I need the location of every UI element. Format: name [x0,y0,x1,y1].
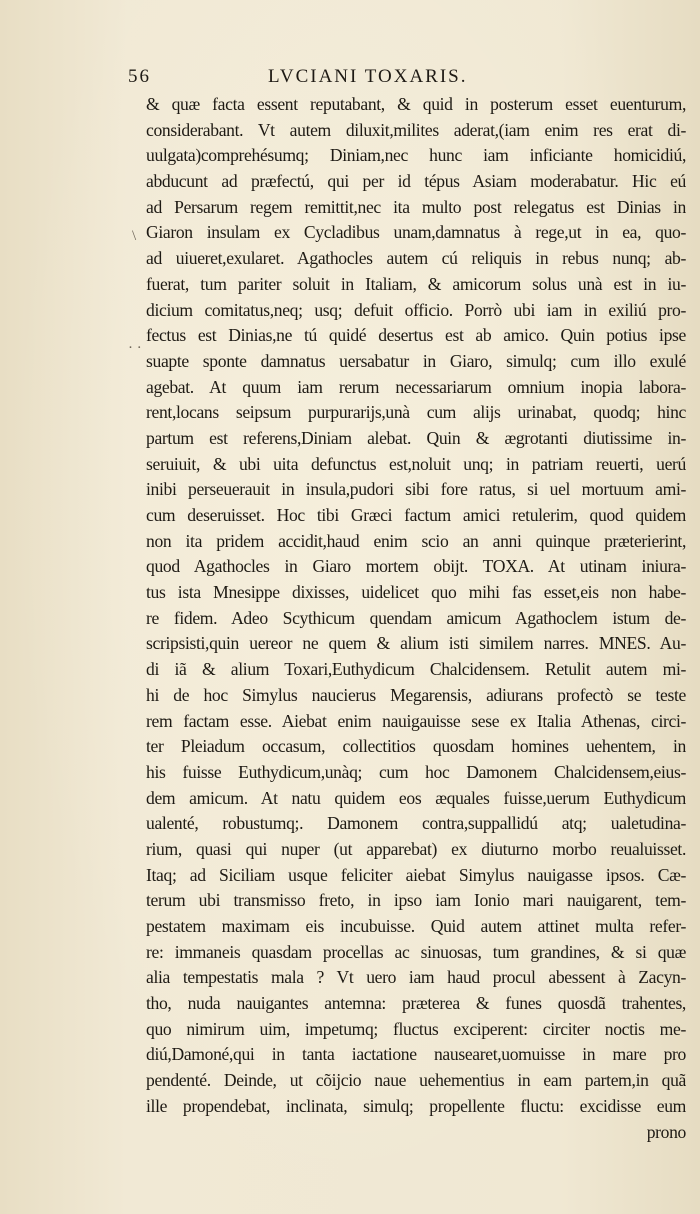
text-line: non ita pridem accidit,haud enim scio an anni quinque præterierint, [146,530,686,551]
text-line: dem amicum. At natu quidem eos æquales fuisse,uerum Euthydicum [146,787,686,808]
text-line: agebat. At quum iam rerum necessariarum omnium inopia labora- [146,376,686,397]
text-line: cum deseruisset. Hoc tibi Græci factum amici retulerim, quod quidem [146,505,686,525]
page-header [128,66,528,90]
text-line: uulgata)comprehésumq; Diniam,nec hunc iam inficiante homicidiú, [146,145,686,166]
text-line: scripsisti,quin uereor ne quem & alium isti similem narres. MNES. Au- [146,633,686,654]
text-line: rium, quasi qui nuper (ut apparebat) ex diuturno morbo reualuisset. [146,838,686,859]
text-line: dicium comitatus,neq; usq; defuit officio. Porrò ubi iam in exiliú pro- [146,299,686,320]
margin-mark: \ [132,228,137,244]
margin-mark: · · [128,340,142,356]
text-line: quo nimirum uim, impetumq; fluctus exciperent: circiter noctis me- [146,1018,686,1039]
text-line: ualenté, robustumq;. Damonem contra,suppallidú atq; ualetudina- [146,813,686,834]
text-line: terum ubi transmisso freto, in ipso iam Ionio mari nauigarent, tem- [146,890,686,911]
text-line: quod Agathocles in Giaro mortem obijt. TOXA. At utinam iniura- [146,556,686,577]
text-line: re fidem. Adeo Scythicum quendam amicum Agathoclem istum de- [146,607,686,628]
text-line: suapte sponte damnatus uersabatur in Giaro, simulq; cum illo exulé [146,350,686,371]
text-line: fectus est Dinias,ne tú quidé desertus est ab amico. Quin potius ipse [146,325,686,346]
text-line: fuerat, tum pariter soluit in Italiam, & amicorum solus unà est in iu- [146,273,686,294]
text-line: pendenté. Deinde, ut cõijcio naue uehementius in eam partem,in quã [146,1070,686,1091]
text-line: di iã & alium Toxari,Euthydicum Chalcidensem. Retulit autem mi- [146,659,686,680]
text-line: Giaron insulam ex Cycladibus unam,damnatus à rege,ut in ea, quo- [146,222,686,243]
text-line: rent,locans seipsum purpurarijs,unà cum alijs urinabat, quodq; hinc [146,402,686,423]
text-line: abducunt ad præfectú, qui per id tépus Asiam moderabatur. Hic eú [146,171,686,192]
text-line: ad Persarum regem remittit,nec ita multo post relegatus est Dinias in [146,196,686,217]
text-line: Itaq; ad Siciliam usque feliciter aiebat Simylus nauigasse ipsos. Cæ- [146,864,686,885]
running-head: LVCIANI TOXARIS. [268,66,468,87]
text-line: & quæ facta essent reputabant, & quid in posterum esset euenturum, [146,94,686,114]
page-number: 56 [128,66,151,87]
text-line: ad uiueret,exularet. Agathocles autem cú reliquis in rebus nunq; ab- [146,248,686,269]
text-line: his fuisse Euthydicum,unàq; cum hoc Damonem Chalcidensem,eius- [146,761,686,782]
text-line: seruiuit, & ubi uita defunctus est,noluit unq; in patriam reuerti, uerú [146,453,686,474]
text-line: partum est referens,Diniam alebat. Quin & ægrotanti diutissime in- [146,427,686,448]
text-line: alia tempestatis mala ? Vt uero iam haud procul abessent à Zacyn- [146,967,686,988]
text-line: ter Pleiadum occasum, collectitios quosdam homines uehentem, in [146,736,686,757]
text-line: re: immaneis quasdam procellas ac sinuosas, tum grandines, & si quæ [146,941,686,962]
body-text [146,92,686,1145]
text-line: pestatem maximam eis incubuisse. Quid autem attinet multa refer- [146,916,686,936]
text-line: inibi perseuerauit in insula,pudori sibi fore ratus, si uel mortuum ami- [146,479,686,500]
text-line: ille propendebat, inclinata, simulq; propellente fluctu: excidisse eum [146,1095,686,1116]
text-line: tus ista Mnesippe dixisses, uidelicet quo mihi fas esset,eis non habe- [146,582,686,603]
text-line: rem factam esse. Aiebat enim nauigauisse sese ex Italia Athenas, circi- [146,710,686,731]
text-line: prono [646,1121,686,1142]
text-line: hi de hoc Simylus naucierus Megarensis, adiurans profectò se teste [146,684,686,705]
text-line: considerabant. Vt autem diluxit,milites aderat,(iam enim res erat di- [146,119,686,140]
text-line: diú,Damoné,qui in tanta iactatione nausearet,uomuisse in mare pro [146,1044,686,1065]
text-line: tho, nuda nauigantes antemna: præterea & funes quosdã trahentes, [146,993,686,1014]
